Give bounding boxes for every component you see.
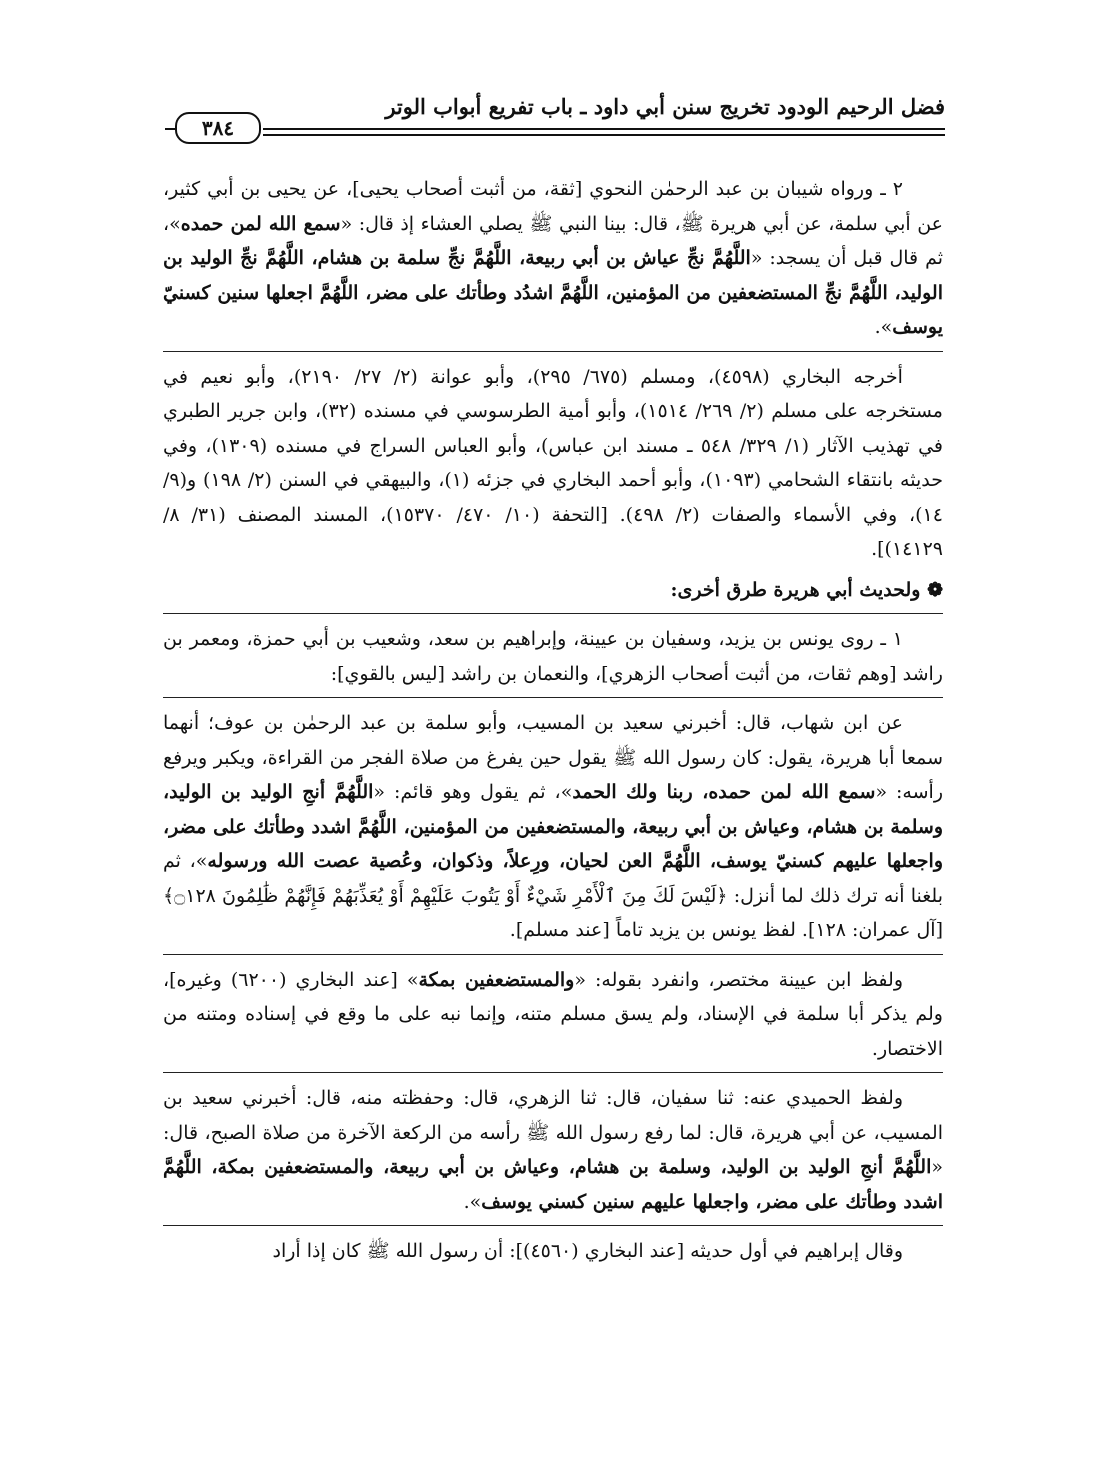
text: عن ابن شهاب، قال: أخبرني سعيد بن المسيب، وأبو سلمة بن عبد الرحمٰن بن عوف؛ أنهما سمعا أبا هريرة، يقول: كان رسول الله ﷺ يقول حين يفرغ من صلاة الفجر من القراءة، ويكبر ويرفع رأسه: « — [163, 712, 943, 803]
text: ولفظ ابن عيينة مختصر، وانفرد بقوله: « — [574, 968, 903, 991]
text: »، ثم يقول وهو قائم: « — [373, 781, 573, 803]
paragraph-hadith-text — [163, 706, 943, 948]
text: ». — [874, 316, 893, 338]
paragraph-divider — [163, 1072, 943, 1073]
paragraph-divider — [163, 954, 943, 955]
bold-quote: اللَّهُمَّ أنجِ الوليد بن الوليد، وسلمة بن هشام، وعياش بن أبي ربيعة، والمستضعفين بمكة، اللَّهُمَّ اشدد وطأتك على مضر، واجعلها عليهم سنين كسني يوسف — [163, 1156, 943, 1213]
paragraph-divider — [163, 351, 943, 352]
bold-quote: سمع الله لمن حمده، ربنا ولك الحمد — [572, 781, 876, 803]
text: »، ثم بلغنا أنه ترك ذلك لما أنزل: — [163, 850, 943, 907]
paragraph-humaydi — [163, 1081, 943, 1219]
text: »، ثم قال قبل أن يسجد: « — [163, 212, 944, 269]
bold-quote: سمع الله لمن حمده — [180, 212, 341, 235]
text: » [عند البخاري (٦٢٠٠) وغيره]، ولم يذكر أبا سلمة في الإسناد، ولم يسق مسلم متنه، وإنما نبه على ما وقع في إسناده ومتنه من الاختصار. — [163, 968, 943, 1060]
paragraph-ibn-uyaynah — [163, 963, 943, 1067]
running-header — [175, 92, 945, 142]
quran-verse: ﴿لَيْسَ لَكَ مِنَ ٱلْأَمْرِ شَيْءٌ أَوْ يَتُوبَ عَلَيْهِمْ أَوْ يُعَذِّبَهُمْ فَإِنَّهُمْ ظَٰلِمُونَ ۝١٢٨﴾ — [163, 884, 728, 907]
bold-quote: والمستضعفين بمكة — [418, 968, 575, 991]
paragraph-narrators: ١ ـ روى يونس بن يزيد، وسفيان بن عيينة، وإبراهيم بن سعد، وشعيب بن أبي حمزة، ومعمر بن راشد [وهم ثقات، من أثبت أصحاب الزهري]، والنعمان بن راشد [ليس بالقوي]: — [163, 628, 943, 685]
text: ٢ ـ ورواه شيبان بن عبد الرحمٰن النحوي [ثقة، من أثبت أصحاب يحيى]، عن يحيى بن أبي كثير، عن أبي سلمة، عن أبي هريرة ﷺ، قال: بينا النبي ﷺ يصلي العشاء إذ قال: « — [163, 178, 943, 235]
section-heading: ❁ ولحديث أبي هريرة طرق أخرى: — [670, 578, 943, 601]
header-rule-top — [263, 128, 945, 130]
text: [آل عمران: ١٢٨]. لفظ يونس بن يزيد تاماً [عند مسلم]. — [509, 919, 943, 941]
header-title: فضل الرحيم الودود تخريج سنن أبي داود ـ باب تفريع أبواب الوتر — [385, 94, 945, 119]
bold-quote: اللَّهُمَّ نجِّ عياش بن أبي ربيعة، اللَّهُمَّ نجِّ سلمة بن هشام، اللَّهُمَّ نجِّ الوليد بن الوليد، اللَّهُمَّ نجِّ المستضعفين من المؤمنين، اللَّهُمَّ اشدُد وطأتك على مضر، اللَّهُمَّ اجعلها سنين كسنيّ يوسف — [163, 247, 943, 338]
header-rule-bottom — [263, 134, 945, 136]
paragraph-divider — [163, 613, 943, 614]
text: ». — [463, 1190, 482, 1213]
text: ولفظ الحميدي عنه: ثنا سفيان، قال: ثنا الزهري، قال: وحفظته منه، قال: أخبرني سعيد بن المسيب، عن أبي هريرة، قال: لما رفع رسول الله ﷺ رأسه من الركعة الآخرة من صلاة الصبح، قال: « — [163, 1087, 944, 1178]
paragraph-shayban-narration — [163, 172, 943, 345]
paragraph-divider — [163, 1225, 943, 1226]
paragraph-ibrahim: وقال إبراهيم في أول حديثه [عند البخاري (٤٥٦٠)]: أن رسول الله ﷺ كان إذا أراد — [272, 1240, 903, 1262]
paragraph-takhrij: أخرجه البخاري (٤٥٩٨)، ومسلم (٦٧٥/ ٢٩٥)، وأبو عوانة (٢/ ٢٧/ ٢١٩٠)، وأبو نعيم في مستخرجه على مسلم (٢/ ٢٦٩/ ١٥١٤)، وأبو أمية الطرسوسي في مسنده (٣٢)، وابن جرير الطبري في تهذيب الآثار (١/ ٣٢٩/ ٥٤٨ ـ مسند ابن عباس)، وأبو العباس السراج في مسنده (١٣٠٩)، وفي حديثه بانتقاء الشحامي (١٠٩٣)، وأبو أحمد البخاري في جزئه (١)، والبيهقي في السنن (٢/ ١٩٨) و(٩/ ١٤)، وفي الأسماء والصفات (٢/ ٤٩٨). [التحفة (١٠/ ٤٧٠/ ١٥٣٧٠)، المسند المصنف (٣١/ ٨/ ١٤١٢٩)]. — [163, 365, 943, 560]
bold-quote: اللَّهُمَّ أنجِ الوليد بن الوليد، وسلمة بن هشام، وعياش بن أبي ربيعة، والمستضعفين من المؤمنين، اللَّهُمَّ اشدد وطأتك على مضر، واجعلها عليهم كسنيّ يوسف، اللَّهُمَّ العن لحيان، ورِعلاً، وذكوان، وعُصية عصت الله ورسوله — [163, 781, 944, 872]
page-number: ٣٨٤ — [175, 112, 261, 144]
paragraph-divider — [163, 697, 943, 698]
page-body — [163, 172, 943, 1275]
